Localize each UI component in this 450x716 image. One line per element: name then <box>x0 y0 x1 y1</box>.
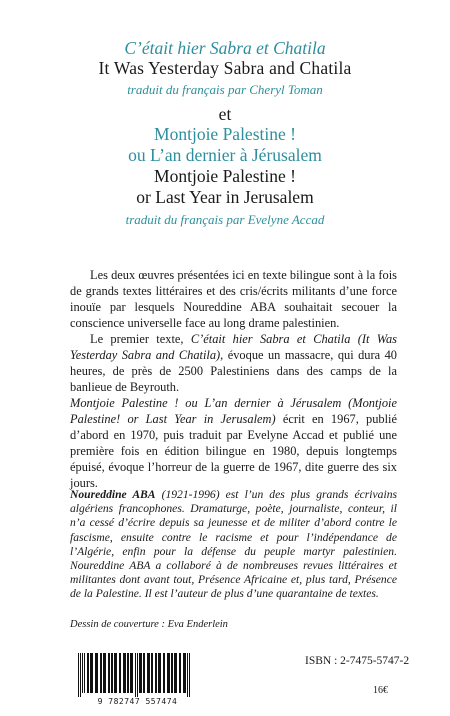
barcode-bar <box>119 653 121 693</box>
title-block <box>0 38 450 230</box>
translator-1-credit: traduit du français par Cheryl Toman <box>127 82 323 97</box>
barcode-bar <box>123 653 126 693</box>
barcode-bar <box>183 653 186 693</box>
price-label: 16€ <box>373 685 388 696</box>
title-2-french-line-1: Montjoie Palestine ! <box>154 124 296 144</box>
barcode-bar <box>163 653 165 693</box>
barcode-bar <box>100 653 102 693</box>
barcode-bar <box>147 653 150 693</box>
barcode-bar <box>82 653 83 693</box>
barcode-bar <box>189 653 190 699</box>
barcode-bar <box>167 653 170 693</box>
description-paragraph-2 <box>70 331 397 395</box>
barcode-bar <box>155 653 157 693</box>
description-text <box>70 267 397 491</box>
barcode-bar <box>187 653 188 699</box>
barcode-bar <box>108 653 110 693</box>
author-bio <box>70 488 397 602</box>
barcode-bar <box>158 653 161 693</box>
barcode-bar <box>139 653 142 693</box>
barcode-bars <box>70 653 205 699</box>
barcode-bar <box>80 653 81 699</box>
barcode-digits: 9 782747 557474 <box>70 697 205 706</box>
barcode <box>70 653 205 708</box>
paragraph-3-title: Montjoie Palestine ! ou L’an dernier à Jérusalem (Montjoie Palestine! or Last Year in Jerusalem) <box>70 396 397 426</box>
barcode-bar <box>135 653 136 699</box>
title-2-english-line-1: Montjoie Palestine ! <box>154 166 296 186</box>
barcode-bar <box>179 653 181 693</box>
barcode-bar <box>111 653 113 693</box>
title-2-english-line-2: or Last Year in Jerusalem <box>136 187 314 207</box>
title-2-french-line-2: ou L’an dernier à Jérusalem <box>128 145 322 165</box>
barcode-bar <box>151 653 153 693</box>
barcode-bar <box>103 653 106 693</box>
barcode-bar <box>171 653 173 693</box>
barcode-bar <box>137 653 138 699</box>
paragraph-2-title: C’était hier Sabra et Chatila (It Was Yesterday Sabra and Chatila) <box>70 332 397 362</box>
paragraph-2-start: Le premier texte, <box>90 332 191 346</box>
barcode-bar <box>143 653 145 693</box>
description-paragraph-1 <box>70 267 397 331</box>
paragraph-1-text: Les deux œuvres présentées ici en texte bilingue sont à la fois de grands textes littéraires et des cris/écrits militants d’une force inouïe par lesquels Noureddine ABA souhaitait secouer la conscience universelle face au long drame palestinien. <box>70 268 397 330</box>
paragraph-2-end: , évoque un massacre, qui dura 40 heures, de près de 2500 Palestiniens dans des camps de la banlieue de Beyrouth. <box>70 348 397 394</box>
barcode-bar <box>78 653 79 699</box>
title-1-english: It Was Yesterday Sabra and Chatila <box>98 58 352 78</box>
title-1-french: C’était hier Sabra et Chatila <box>124 38 326 58</box>
author-bio-text: (1921-1996) est l’un des plus grands écrivains algériens francophones. Dramaturge, poète, journaliste, conteur, il n’a cessé d’écrire depuis sa jeunesse et de militer d’abord contre le fascisme, ensuite contre le racisme et pour l’indépendance de l’Algérie, enfin pour la défense du peuple martyr palestinien. Noureddine ABA a collaboré à de nombreuses revues littéraires et militantes dont avant tout, Présence Africaine et, plus tard, Présence de la Palestine. Il est l’auteur de plus d’une quarantaine de textes. <box>70 488 397 601</box>
barcode-bar <box>174 653 177 693</box>
barcode-bar <box>95 653 98 693</box>
barcode-bar <box>84 653 85 693</box>
isbn-number: ISBN : 2-7475-5747-2 <box>305 655 410 667</box>
barcode-bar <box>114 653 117 693</box>
cover-credit: Dessin de couverture : Eva Enderlein <box>70 619 228 630</box>
barcode-bar <box>90 653 93 693</box>
paragraph-3-end: écrit en 1967, publié d’abord en 1970, puis traduit par Evelyne Accad et publié une première fois en édition bilingue en 1980, depuis longtemps épuisé, évoque l’horreur de la guerre de 1967, dite guerre des six jours. <box>70 412 397 490</box>
translator-2-credit: traduit du français par Evelyne Accad <box>125 212 325 227</box>
title-conjunction: et <box>218 104 232 124</box>
author-name: Noureddine ABA <box>70 488 156 501</box>
barcode-bar <box>87 653 89 693</box>
description-paragraph-3 <box>70 395 397 491</box>
barcode-bar <box>130 653 133 693</box>
barcode-bar <box>127 653 129 693</box>
